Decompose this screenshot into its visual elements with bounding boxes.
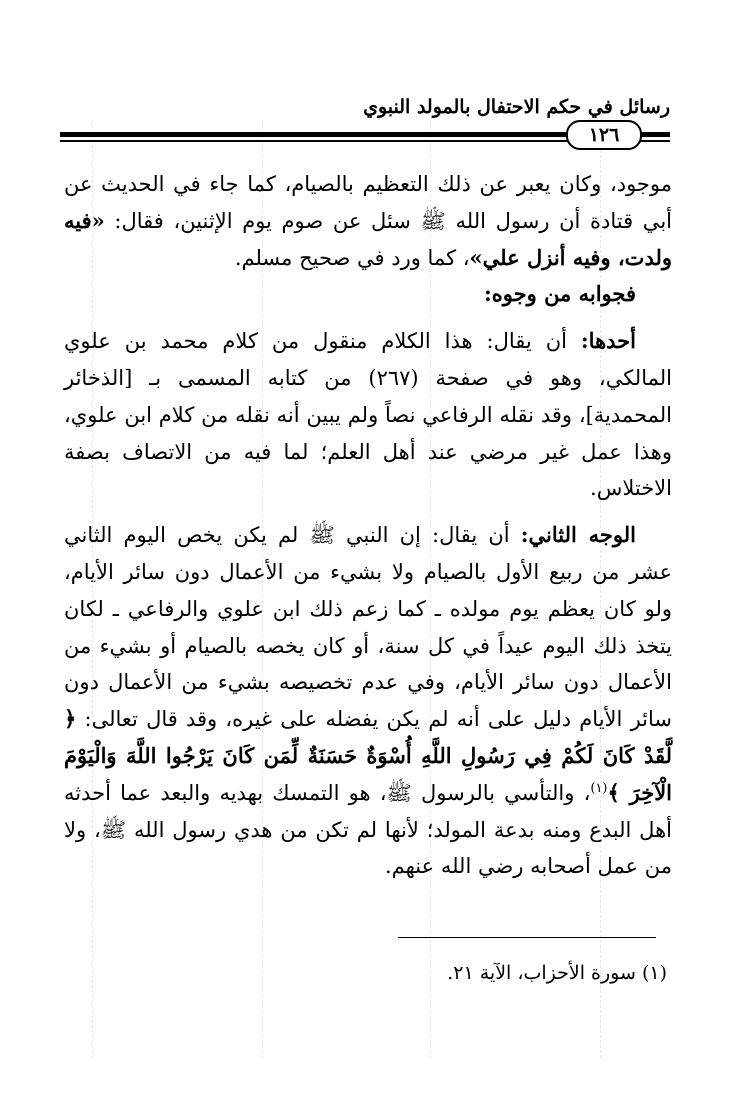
page-number: ١٢٦ <box>566 120 642 150</box>
running-title: رسائل في حكم الاحتفال بالمولد النبوي <box>363 96 670 118</box>
paragraph-1 <box>64 166 672 276</box>
paragraph-3 <box>64 517 672 885</box>
footnote: (١) سورة الأحزاب، الآية ٢١. <box>447 962 667 984</box>
footnote-ref: (١) <box>590 780 608 796</box>
paragraph-3-text-a: أن يقال: إن النبي ﷺ لم يكن يخص اليوم الثاني عشر من ربيع الأول بالصيام ولا بشيء من الأعمال دون سائر الأيام، ولو كان يعظم يوم مولده ـ كما زعم ذلك ابن علوي والرفاعي ـ لكان يتخذ ذلك اليوم عيداً في كل سنة، أو كان يخصه بالصيام أو بشيء من الأعمال دون سائر الأيام، وفي عدم تخصيصه بشيء من الأعمال دون سائر الأيام دليل على أنه لم يكن يفضله على غيره، وقد قال تعالى: <box>64 523 672 732</box>
main-text <box>64 166 672 885</box>
answer-heading: فجوابه من وجوه: <box>484 281 636 307</box>
hadith-quote: «فيه ولدت، وفيه أنزل علي» <box>64 207 672 270</box>
paragraph-2-lead: أحدها: <box>580 328 636 354</box>
paragraph-1-text-a: موجود، وكان يعبر عن ذلك التعظيم بالصيام، كما جاء في الحديث عن أبي قتادة أن رسول الله ﷺ سئل عن صوم يوم الإثنين، فقال: <box>64 172 672 233</box>
paragraph-3-lead: الوجه الثاني: <box>520 522 636 548</box>
page-header <box>60 92 670 154</box>
footnote-separator <box>398 937 656 938</box>
paragraph-3-text-b: ، والتأسي بالرسول ﷺ، هو التمسك بهديه والبعد عما أحدثه أهل البدع ومنه بدعة المولد؛ لأنها لم تكن من هدي رسول الله ﷺ، ولا من عمل أصحابه رضي الله عنهم. <box>64 780 672 879</box>
quran-verse: ﴿ لَّقَدْ كَانَ لَكُمْ فِي رَسُولِ اللَّهِ أُسْوَةٌ حَسَنَةٌ لِّمَن كَانَ يَرْجُوا اللَّهَ وَالْيَوْمَ الْآخِرَ ﴾ <box>64 706 673 805</box>
paragraph-2 <box>64 323 672 507</box>
paragraph-2-text: أن يقال: هذا الكلام منقول من كلام محمد بن علوي المالكي، وهو في صفحة (٢٦٧) من كتابه المسمى بـ [الذخائر المحمدية]، وقد نقله الرفاعي نصاً ولم يبين أنه نقله من كلام ابن علوي، وهذا عمل غير مرضي عند أهل العلم؛ لما فيه من الاتصاف بصفة الاختلاس. <box>64 329 672 501</box>
paragraph-1-text-b: ، كما ورد في صحيح مسلم. <box>234 245 470 270</box>
